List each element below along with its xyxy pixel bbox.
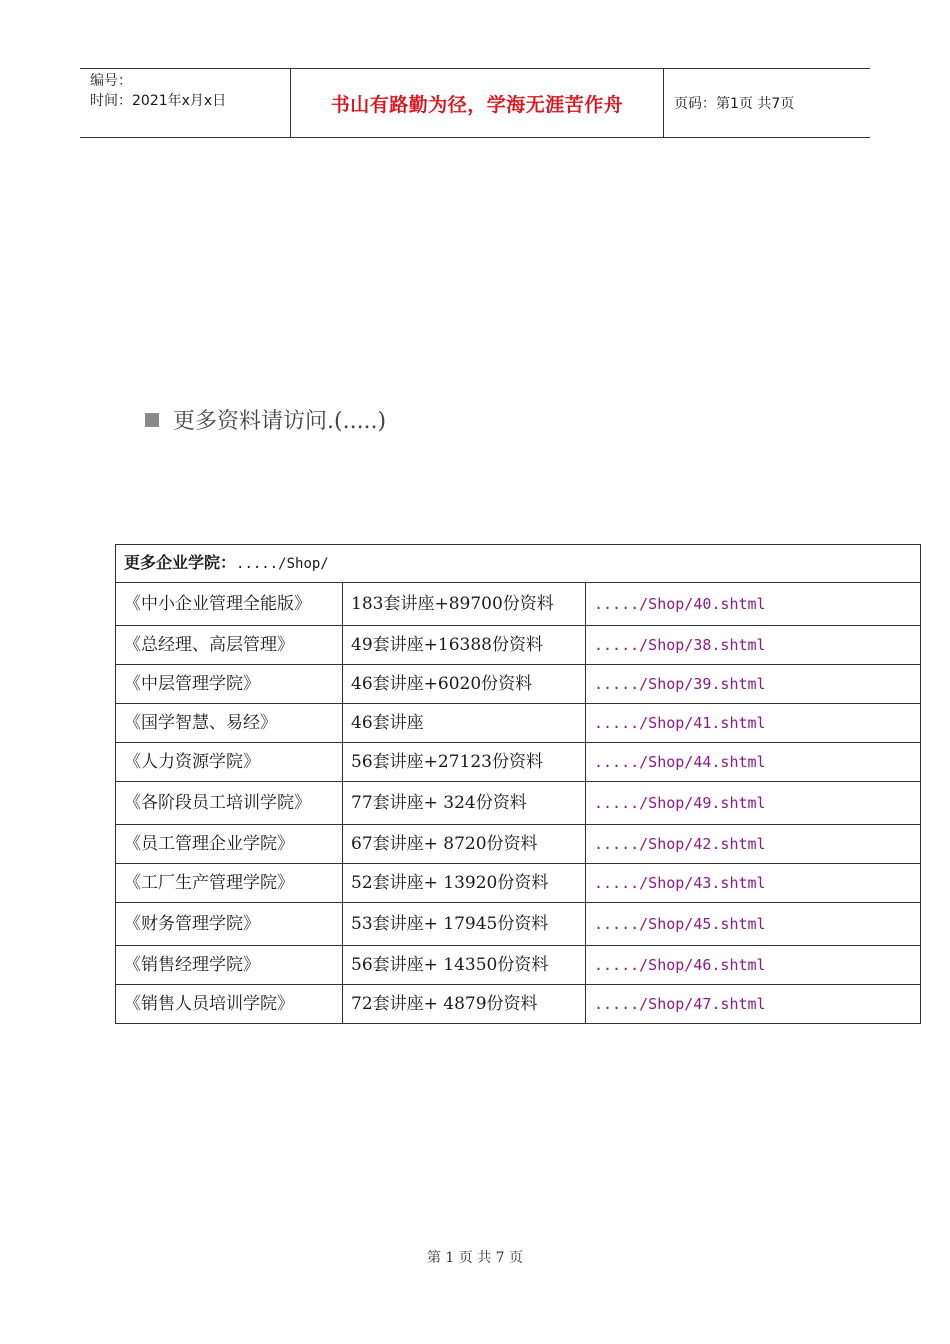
academy-name-cell: 《中小企业管理全能版》 (116, 583, 343, 626)
academy-table (115, 544, 921, 1024)
academy-link-cell[interactable]: ...../Shop/43.shtml (586, 864, 921, 903)
academy-link-cell[interactable]: ...../Shop/39.shtml (586, 665, 921, 704)
academy-name-cell: 《总经理、高层管理》 (116, 626, 343, 665)
table-heading-link[interactable]: ...../Shop/ (236, 556, 329, 572)
table-heading-label: 更多企业学院： (124, 553, 237, 572)
academy-name-cell: 《工厂生产管理学院》 (116, 864, 343, 903)
table-row (116, 743, 921, 782)
table-row (116, 903, 921, 946)
academy-content-cell: 49套讲座+16388份资料 (343, 626, 586, 665)
header-meta (80, 69, 291, 137)
table-heading-cell (116, 545, 921, 583)
table-row (116, 864, 921, 903)
academy-link-cell[interactable]: ...../Shop/45.shtml (586, 903, 921, 946)
academy-name-cell: 《销售经理学院》 (116, 946, 343, 985)
square-bullet-icon (145, 413, 159, 427)
academy-content-cell: 67套讲座+ 8720份资料 (343, 825, 586, 864)
academy-link-cell[interactable]: ...../Shop/42.shtml (586, 825, 921, 864)
academy-link-cell[interactable]: ...../Shop/40.shtml (586, 583, 921, 626)
table-row (116, 626, 921, 665)
academy-name-cell: 《销售人员培训学院》 (116, 985, 343, 1024)
academy-name-cell: 《财务管理学院》 (116, 903, 343, 946)
table-row (116, 985, 921, 1024)
table-row (116, 946, 921, 985)
academy-content-cell: 56套讲座+27123份资料 (343, 743, 586, 782)
table-row (116, 782, 921, 825)
academy-content-cell: 56套讲座+ 14350份资料 (343, 946, 586, 985)
header-page-label: 页码：第1页 共7页 (674, 96, 795, 112)
academy-link-cell[interactable]: ...../Shop/49.shtml (586, 782, 921, 825)
document-time-label: 时间：2021年x月x日 (90, 93, 227, 109)
academy-name-cell: 《中层管理学院》 (116, 665, 343, 704)
page-header (80, 68, 870, 138)
table-row (116, 583, 921, 626)
document-number-label: 编号： (90, 73, 132, 89)
page-footer: 第 1 页 共 7 页 (426, 1250, 524, 1266)
academy-link-cell[interactable]: ...../Shop/46.shtml (586, 946, 921, 985)
academy-content-cell: 46套讲座 (343, 704, 586, 743)
more-info-bullet (145, 404, 386, 435)
academy-content-cell: 52套讲座+ 13920份资料 (343, 864, 586, 903)
academy-content-cell: 183套讲座+89700份资料 (343, 583, 586, 626)
table-header-row (116, 545, 921, 583)
academy-link-cell[interactable]: ...../Shop/38.shtml (586, 626, 921, 665)
academy-link-cell[interactable]: ...../Shop/41.shtml (586, 704, 921, 743)
academy-content-cell: 72套讲座+ 4879份资料 (343, 985, 586, 1024)
more-info-text: 更多资料请访问.(.....) (173, 409, 387, 434)
table-row (116, 825, 921, 864)
table-row (116, 665, 921, 704)
academy-name-cell: 《员工管理企业学院》 (116, 825, 343, 864)
table-row (116, 704, 921, 743)
academy-content-cell: 53套讲座+ 17945份资料 (343, 903, 586, 946)
header-motto: 书山有路勤为径，学海无涯苦作舟 (291, 69, 664, 137)
academy-content-cell: 77套讲座+ 324份资料 (343, 782, 586, 825)
academy-content-cell: 46套讲座+6020份资料 (343, 665, 586, 704)
academy-name-cell: 《各阶段员工培训学院》 (116, 782, 343, 825)
academy-name-cell: 《人力资源学院》 (116, 743, 343, 782)
academy-link-cell[interactable]: ...../Shop/44.shtml (586, 743, 921, 782)
academy-name-cell: 《国学智慧、易经》 (116, 704, 343, 743)
academy-link-cell[interactable]: ...../Shop/47.shtml (586, 985, 921, 1024)
